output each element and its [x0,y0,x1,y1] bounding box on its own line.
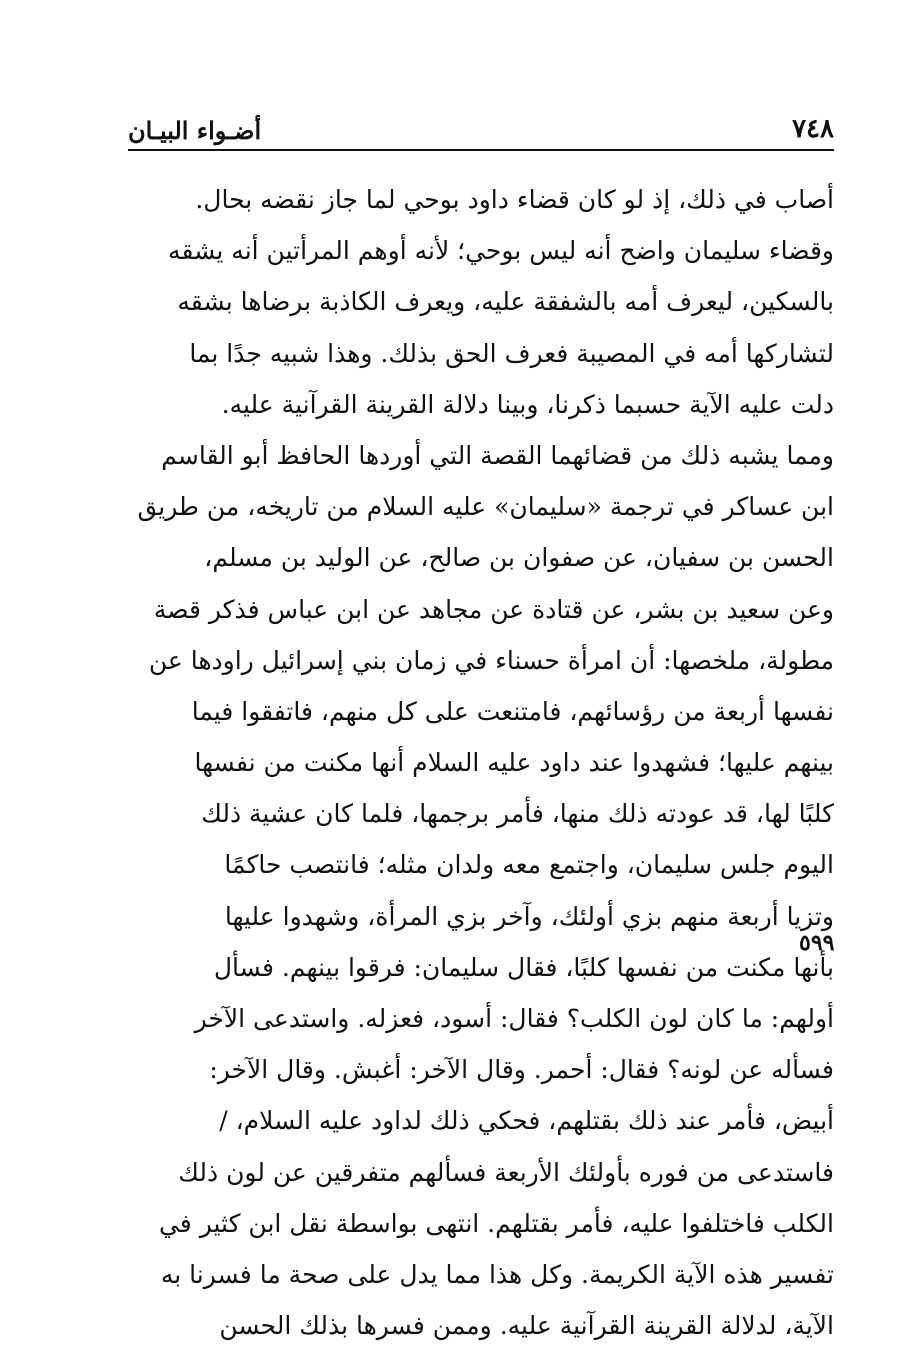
text-line: أولهم: ما كان لون الكلب؟ فقال: أسود، فعزله. واستدعى الآخر [194,1004,834,1033]
text-line: فاستدعى من فوره بأولئك الأربعة فسألهم متفرقين عن لون ذلك [178,1157,834,1187]
text-line: أبيض، فأمر عند ذلك بقتلهم، فحكي ذلك لداود عليه السلام، / [219,1106,834,1136]
body-text [128,174,834,1351]
text-line: فسأله عن لونه؟ فقال: أحمر. وقال الآخر: أغبش. وقال الآخر: [209,1055,834,1085]
text-line: الآية، لدلالة القرينة القرآنية عليه. وممن فسرها بذلك الحسن [219,1311,834,1341]
page-header [128,112,834,150]
text-line: نفسها أربعة من رؤسائهم، فامتنعت على كل منهم، فاتفقوا فيما [191,696,834,726]
text-line: كلبًا لها، قد عودته ذلك منها، فأمر برجمها، فلما كان عشية ذلك [201,799,834,829]
text-line: بالسكين، ليعرف أمه بالشفقة عليه، ويعرف الكاذبة برضاها بشقه [177,287,834,317]
book-title: أضـواء البيـان [128,116,262,145]
text-line: ابن عساكر في ترجمة «سليمان» عليه السلام من تاريخه، من طريق [137,492,834,522]
text-line: الحسن بن سفيان، عن صفوان بن صالح، عن الوليد بن مسلم، [204,543,834,573]
text-line: بينهم عليها؛ فشهدوا عند داود عليه السلام أنها مكنت من نفسها [194,748,834,778]
text-line: مطولة، ملخصها: أن امرأة حسناء في زمان بني إسرائيل راودها عن [148,645,834,675]
header-divider [128,149,834,151]
page-number: ٧٤٨ [792,114,834,144]
text-line: بأنها مكنت من نفسها كلبًا، فقال سليمان: فرقوا بينهم. فسأل [213,952,834,982]
text-line: وتزيا أربعة منهم بزي أولئك، وآخر بزي المرأة، وشهدوا عليها [224,901,834,931]
text-line: وقضاء سليمان واضح أنه ليس بوحي؛ لأنه أوهم المرأتين أنه يشقه [168,236,834,266]
text-line: ومما يشبه ذلك من قضائهما القصة التي أوردها الحافظ أبو القاسم [161,440,834,470]
margin-page-number: ٥٩٩ [799,930,835,956]
text-line: لتشاركها أمه في المصيبة فعرف الحق بذلك. وهذا شبيه جدًا بما [189,338,834,368]
text-line: الكلب فاختلفوا عليه، فأمر بقتلهم. انتهى بواسطة نقل ابن كثير في [158,1208,834,1238]
text-line: اليوم جلس سليمان، واجتمع معه ولدان مثله؛ فانتصب حاكمًا [224,850,834,880]
text-line: وعن سعيد بن بشر، عن قتادة عن مجاهد عن ابن عباس فذكر قصة [153,594,834,624]
text-line: تفسير هذه الآية الكريمة. وكل هذا مما يدل على صحة ما فسرنا به [160,1259,834,1289]
text-line: أصاب في ذلك، إذ لو كان قضاء داود بوحي لما جاز نقضه بحال. [195,185,834,214]
text-line: دلت عليه الآية حسبما ذكرنا، وبينا دلالة القرينة القرآنية عليه. [221,389,834,419]
